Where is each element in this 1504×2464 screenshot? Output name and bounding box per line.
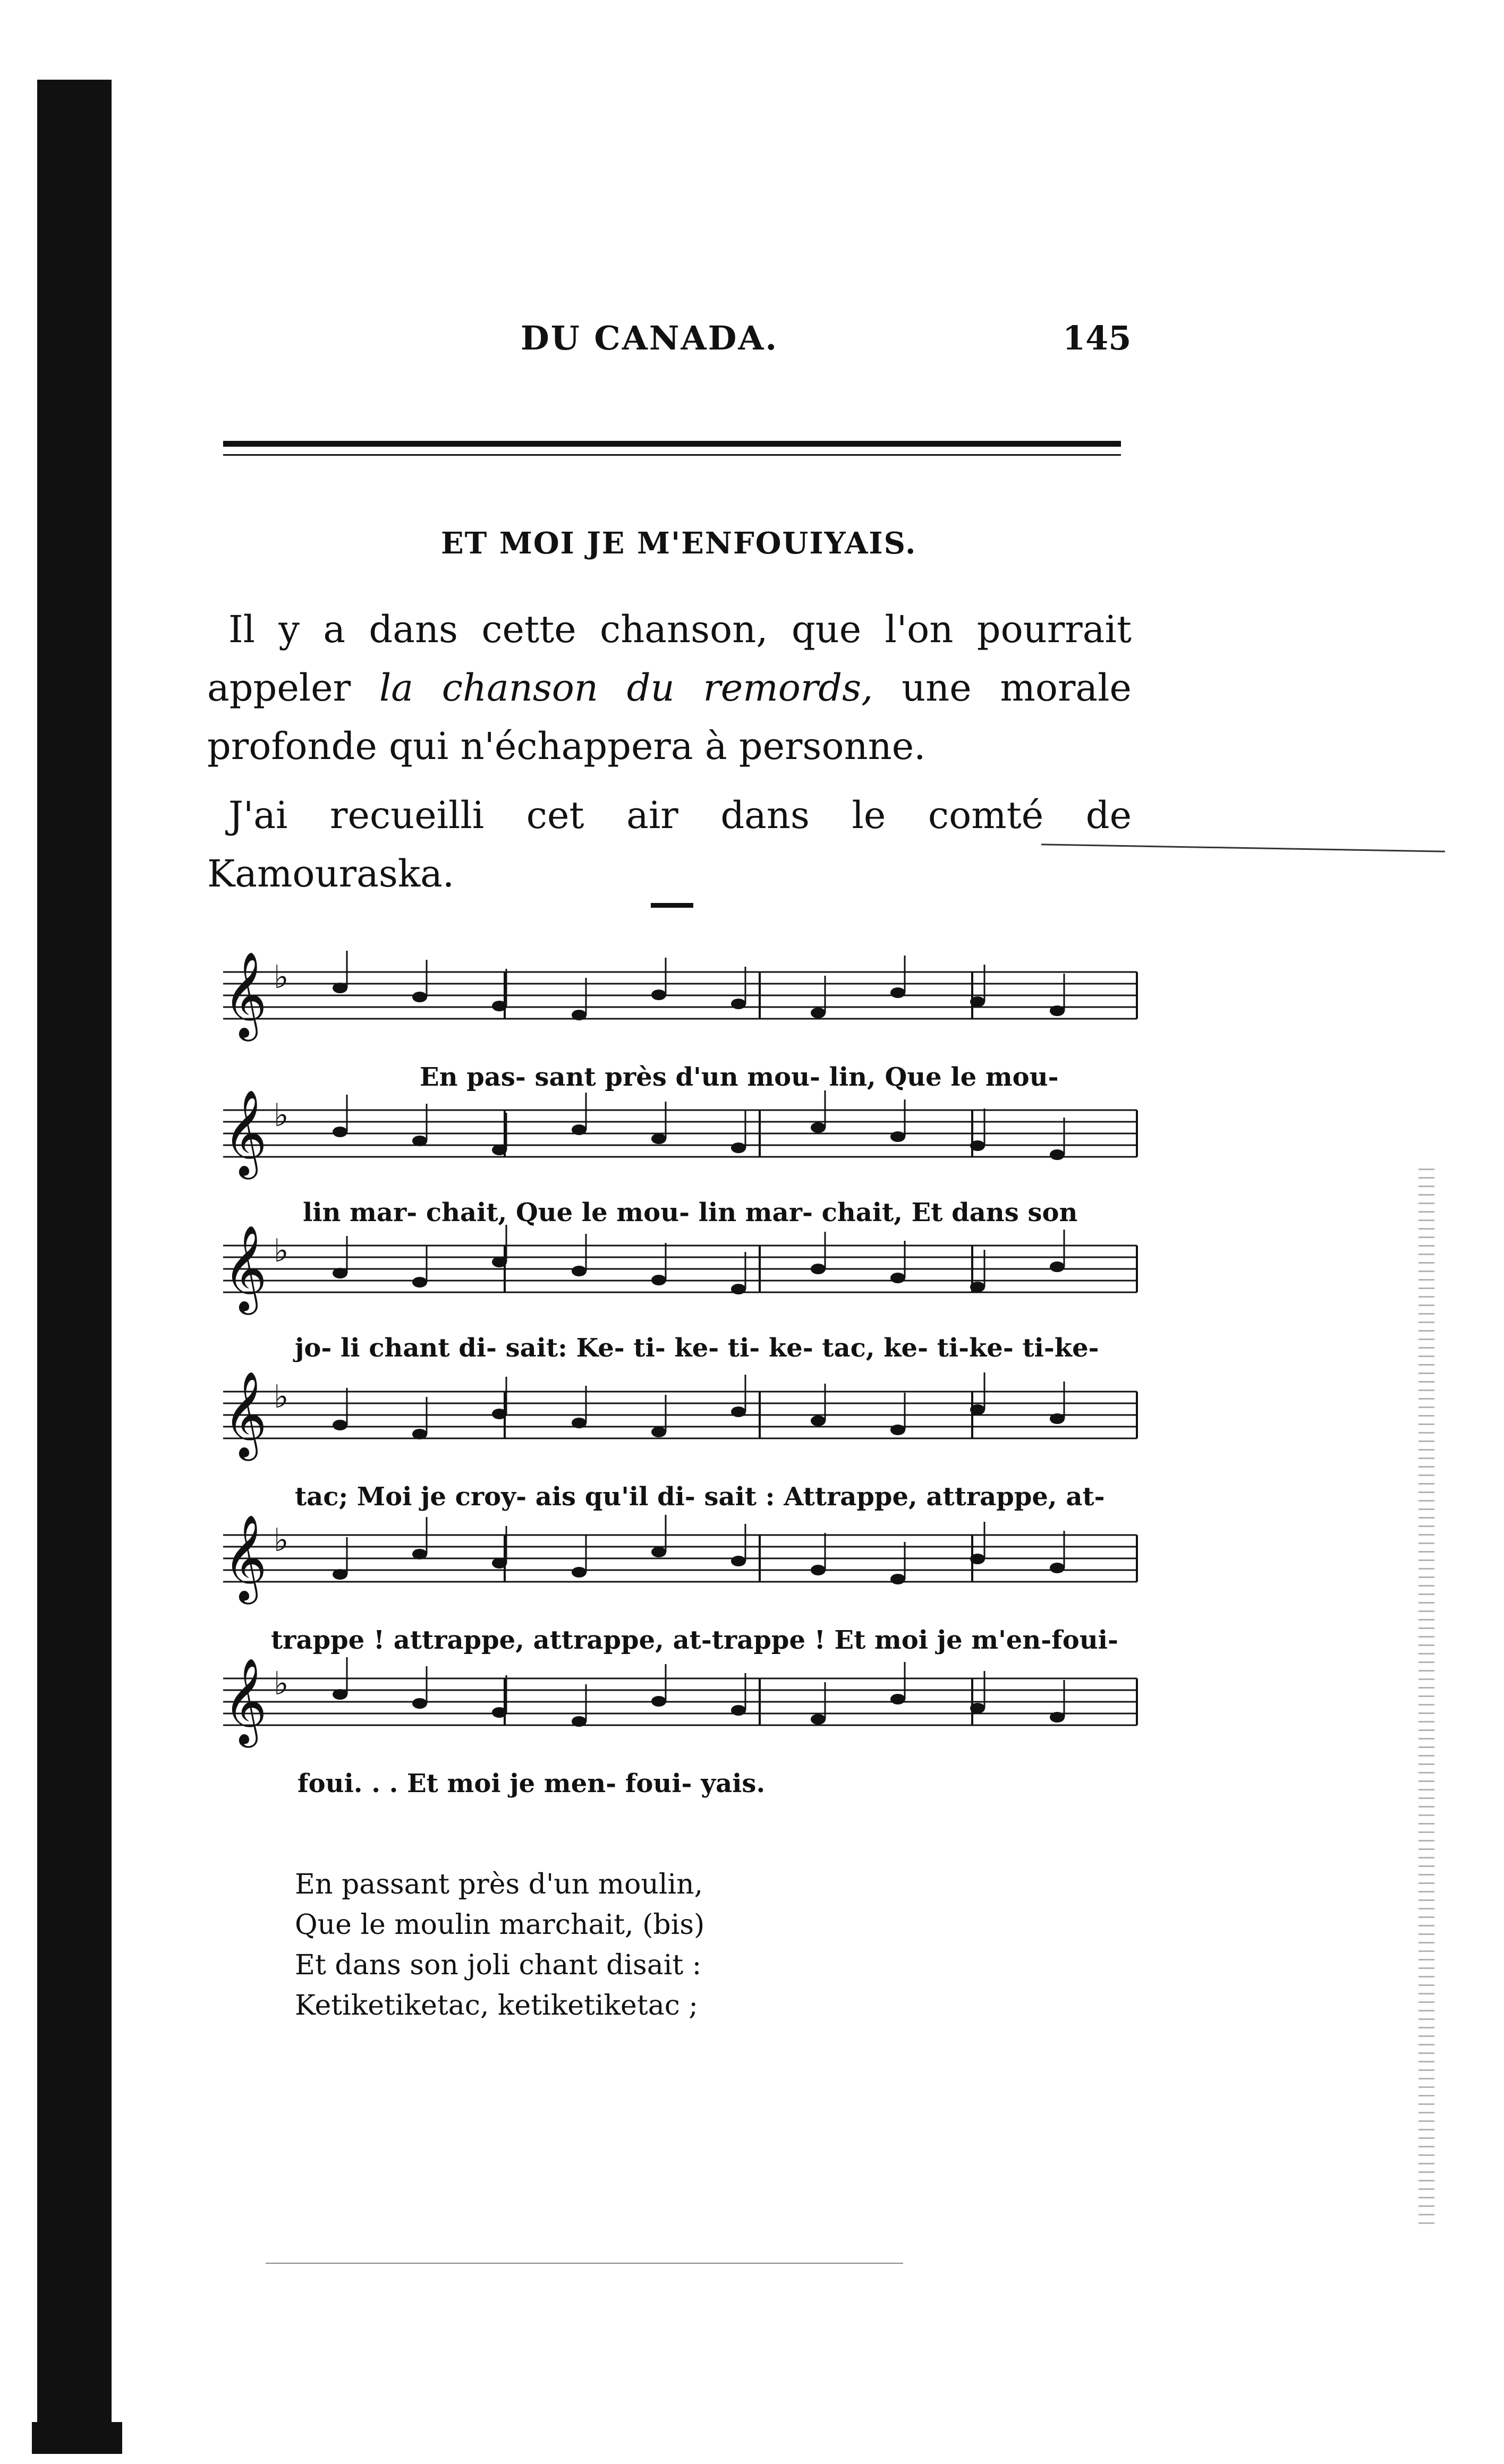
bottom-faint-line bbox=[266, 2263, 903, 2264]
note-head bbox=[970, 1703, 985, 1713]
note-head bbox=[811, 1264, 826, 1274]
note-head bbox=[731, 1284, 746, 1294]
note-head bbox=[890, 1694, 905, 1704]
flat-icon: ♭ bbox=[274, 1378, 289, 1416]
note-head bbox=[811, 1008, 826, 1018]
treble-clef-icon: 𝄞 bbox=[223, 1514, 267, 1601]
intro-italic-title: la chanson du remords, bbox=[379, 666, 873, 710]
note-head bbox=[333, 983, 347, 993]
note-head bbox=[572, 1010, 587, 1020]
note-head bbox=[970, 1404, 985, 1415]
header-rule bbox=[223, 441, 1121, 447]
note-head bbox=[731, 1406, 746, 1417]
note-head bbox=[492, 1257, 507, 1267]
section-dash bbox=[651, 903, 693, 908]
lyric-line-3: jo- li chant di- sait: Ke- ti- ke- ti- ke- tac, ke- ti-ke- ti-ke- bbox=[295, 1333, 1099, 1363]
flat-icon: ♭ bbox=[274, 1665, 289, 1702]
staff-system bbox=[223, 1514, 1137, 1605]
note-head bbox=[811, 1714, 826, 1725]
note-head bbox=[412, 992, 427, 1002]
staff-system bbox=[223, 1089, 1137, 1180]
verse-block bbox=[295, 1864, 704, 2026]
note-head bbox=[1050, 1712, 1065, 1723]
lyric-line-1: En pas- sant près d'un mou- lin, Que le mou- bbox=[420, 1062, 1059, 1092]
note-head bbox=[572, 1266, 587, 1276]
treble-clef-icon: 𝄞 bbox=[223, 1371, 267, 1457]
note-head bbox=[651, 1547, 666, 1557]
note-head bbox=[731, 1143, 746, 1153]
verse-line-1: En passant près d'un moulin, bbox=[295, 1869, 703, 1900]
note-head bbox=[572, 1418, 587, 1428]
note-head bbox=[970, 996, 985, 1007]
verse-line-3: Et dans son joli chant disait : bbox=[295, 1949, 702, 1981]
note-head bbox=[492, 1145, 507, 1155]
note-head bbox=[890, 1425, 905, 1435]
note-head bbox=[412, 1277, 427, 1288]
note-head bbox=[412, 1429, 427, 1439]
note-head bbox=[1050, 1149, 1065, 1160]
note-head bbox=[890, 1574, 905, 1584]
note-head bbox=[333, 1569, 347, 1580]
intro-paragraph-2: J'ai recueilli cet air dans le comté de Kamouraska. bbox=[207, 794, 1132, 896]
note-head bbox=[1050, 1261, 1065, 1272]
page-number: 145 bbox=[1063, 319, 1132, 357]
note-head bbox=[651, 990, 666, 1000]
intro-text-a: Il y a dans cette chanson, que l'on pourrait appeler bbox=[207, 608, 1132, 710]
note-head bbox=[651, 1696, 666, 1707]
flat-icon: ♭ bbox=[274, 959, 289, 996]
note-head bbox=[970, 1140, 985, 1151]
note-head bbox=[492, 1558, 507, 1568]
margin-specks bbox=[1418, 1169, 1434, 2231]
lyric-line-5: trappe ! attrappe, attrappe, at-trappe ! Et moi je m'en-foui- bbox=[271, 1625, 1118, 1655]
note-head bbox=[492, 1001, 507, 1011]
lyric-line-2: lin mar- chait, Que le mou- lin mar- chait, Et dans son bbox=[303, 1198, 1078, 1227]
note-head bbox=[333, 1127, 347, 1137]
note-head bbox=[1050, 1563, 1065, 1573]
song-title: ET MOI JE M'ENFOUIYAIS. bbox=[441, 526, 917, 561]
book-spine-shadow bbox=[37, 80, 112, 2438]
flat-icon: ♭ bbox=[274, 1522, 289, 1559]
note-head bbox=[651, 1275, 666, 1285]
note-head bbox=[1050, 1005, 1065, 1016]
note-head bbox=[492, 1409, 507, 1419]
note-head bbox=[890, 987, 905, 998]
staff-system bbox=[223, 1371, 1137, 1461]
note-head bbox=[572, 1567, 587, 1578]
note-head bbox=[333, 1420, 347, 1430]
note-head bbox=[1050, 1413, 1065, 1424]
verse-line-4: Ketiketiketac, ketiketiketac ; bbox=[295, 1990, 698, 2022]
note-head bbox=[731, 999, 746, 1009]
treble-clef-icon: 𝄞 bbox=[223, 951, 267, 1038]
note-head bbox=[731, 1705, 746, 1716]
note-head bbox=[412, 1698, 427, 1709]
staff-system bbox=[223, 951, 1137, 1042]
note-head bbox=[492, 1707, 507, 1718]
verse-line-2: Que le moulin marchait, (bis) bbox=[295, 1909, 705, 1941]
staff-system bbox=[223, 1657, 1137, 1748]
note-head bbox=[412, 1549, 427, 1559]
lyric-line-4: tac; Moi je croy- ais qu'il di- sait : Attrappe, attrappe, at- bbox=[295, 1482, 1105, 1512]
note-head bbox=[890, 1131, 905, 1142]
note-head bbox=[333, 1689, 347, 1700]
flat-icon: ♭ bbox=[274, 1097, 289, 1134]
note-head bbox=[333, 1268, 347, 1278]
book-spine-tail bbox=[32, 2422, 122, 2454]
note-head bbox=[412, 1136, 427, 1146]
note-head bbox=[811, 1416, 826, 1426]
running-header: DU CANADA. bbox=[521, 319, 779, 357]
staff-system bbox=[223, 1225, 1137, 1315]
note-head bbox=[731, 1556, 746, 1566]
intro-paragraph-1 bbox=[207, 600, 1132, 775]
treble-clef-icon: 𝄞 bbox=[223, 1225, 267, 1311]
treble-clef-icon: 𝄞 bbox=[223, 1089, 267, 1176]
lyric-line-6: foui. . . Et moi je men- foui- yais. bbox=[298, 1769, 766, 1798]
note-head bbox=[811, 1565, 826, 1575]
flat-icon: ♭ bbox=[274, 1232, 289, 1269]
note-head bbox=[890, 1273, 905, 1283]
note-head bbox=[651, 1427, 666, 1437]
intro-text-b: une morale profonde qui n'échappera à personne. bbox=[207, 666, 1132, 768]
note-head bbox=[651, 1133, 666, 1144]
note-head bbox=[572, 1716, 587, 1727]
note-head bbox=[970, 1554, 985, 1564]
note-head bbox=[970, 1282, 985, 1292]
note-head bbox=[572, 1124, 587, 1135]
treble-clef-icon: 𝄞 bbox=[223, 1658, 267, 1744]
note-head bbox=[811, 1122, 826, 1133]
header-rule-thin bbox=[223, 454, 1121, 456]
